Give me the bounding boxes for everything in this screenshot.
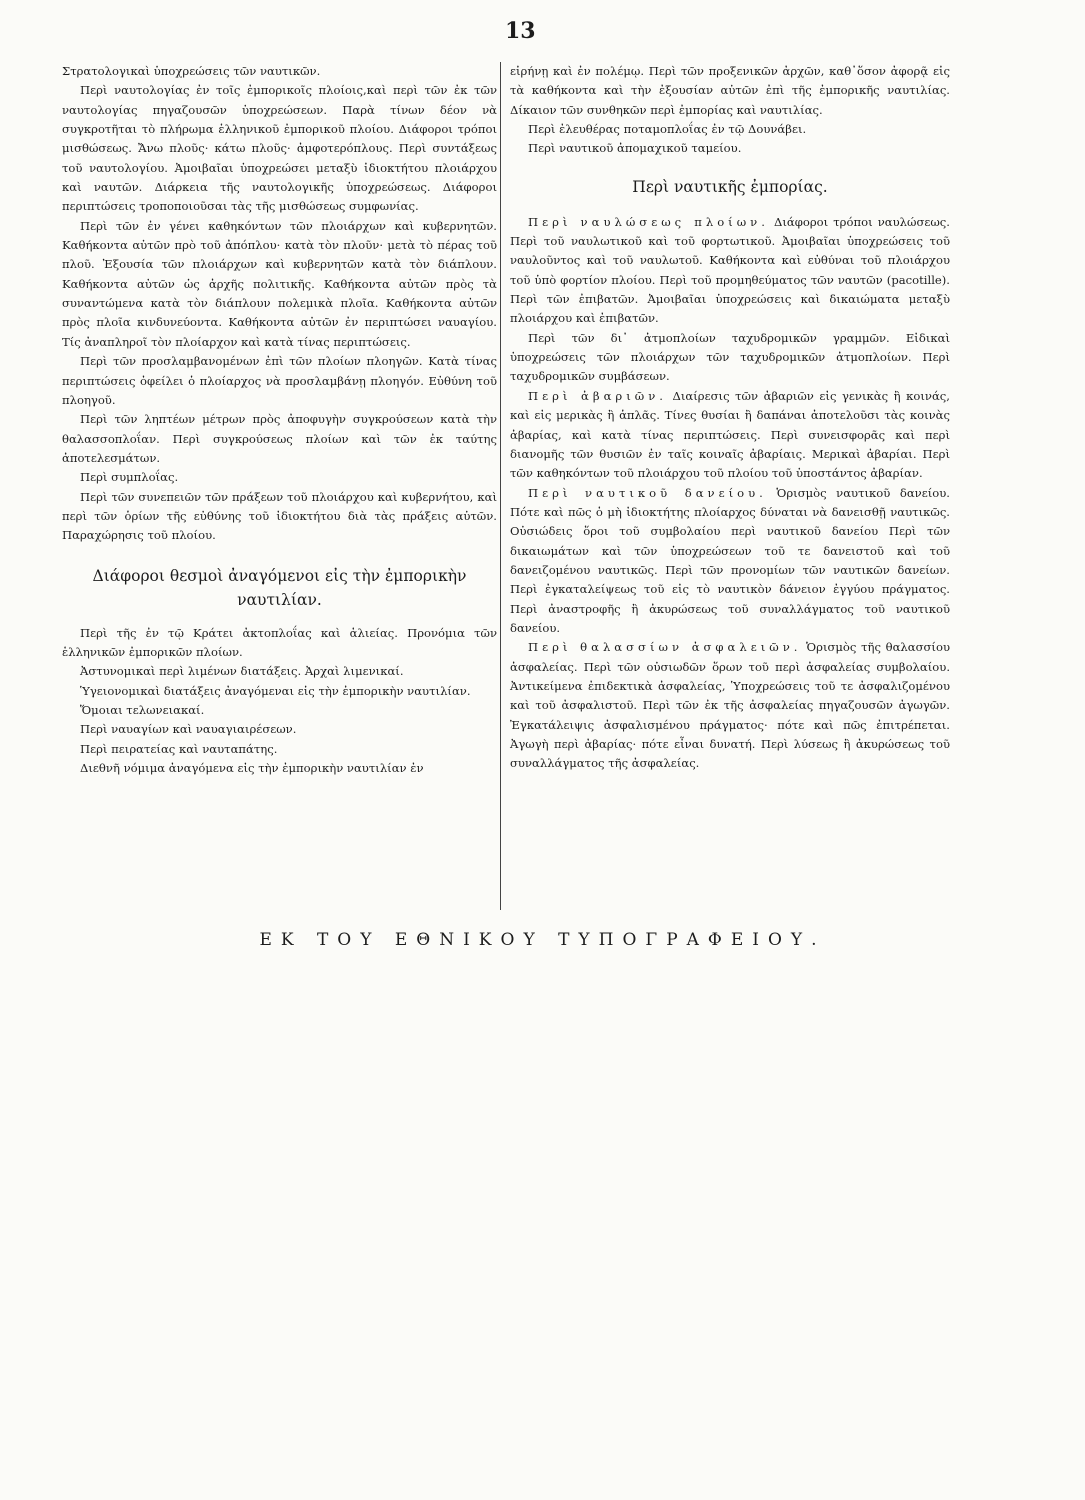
paragraph: Περὶ τῆς ἐν τῷ Κράτει ἀκτοπλοΐας καὶ ἁλιείας. Προνόμια τῶν ἑλληνικῶν ἐμπορικῶν πλοίων. (62, 625, 497, 659)
paragraph: Περὶ ναυτολογίας ἐν τοῖς ἐμπορικοῖς πλοίοις,καὶ περὶ τῶν ἐκ τῶν ναυτολογίας πηγαζουσῶν ὑποχρεώσεων. Παρὰ τίνων δέον νὰ συγκροτῆται τὸ πλήρωμα ἑλληνικοῦ ἐμπορικοῦ πλοίου. Διάφοροι τρόποι μισθώσεως. Ἄνω πλοῦς· κάτω πλοῦς· ἀμφοτερόπλους. Περὶ συντάξεως τοῦ ναυτολογίου. Ἀμοιβαῖαι ὑποχρεώσει μεταξὺ ἰδιοκτήτου πλοιάρχου καὶ ναυτῶν. Διάρκεια τῆς ναυτολογικῆς ὑποχρεώσεως. Διάφοροι περιπτώσεις τροποποιοῦσαι τὰς τῆς μισθώσεως συμφωνίας. (62, 83, 497, 214)
paragraph: Περὶ συμπλοΐας. (80, 470, 179, 485)
section-text: Διάφοροι τρόποι ναυλώσεως. Περὶ τοῦ ναυλωτικοῦ καὶ τοῦ φορτωτικοῦ. Ἀμοιβαῖαι ὑποχρεώσεις τοῦ ναυλοῦντος καὶ τοῦ ναυλωτοῦ. Καθήκοντα καὶ εὐθύναι τοῦ πλοιάρχου τοῦ ὑπὸ φορτίον πλοίου. Περὶ τοῦ προμηθεύματος τῶν ναυτῶν (pacotille). Περὶ τῶν ἐπιβατῶν. Ἀμοιβαῖαι ὑποχρεώσεις καὶ δικαιώματα μεταξὺ πλοιάρχου καὶ ἐπιβατῶν. (510, 214, 950, 326)
paragraph: Ὑγειονομικαὶ διατάξεις ἀναγόμεναι εἰς τὴν ἐμπορικὴν ναυτιλίαν. (80, 683, 471, 698)
paragraph: Περὶ ναυτικοῦ ἀπομαχικοῦ ταμείου. (528, 141, 742, 156)
section-heading: Διάφοροι θεσμοὶ ἀναγόμενοι εἰς τὴν ἐμπορικὴν ναυτιλίαν. (92, 566, 467, 609)
paragraph: Περὶ τῶν συνεπειῶν τῶν πράξεων τοῦ πλοιάρχου καὶ κυβερνήτου, καὶ περὶ τῶν ὁρίων τῆς εὐθύνης τοῦ ἰδιοκτήτου διὰ τὰς πράξεις αὐτῶν. Παραχώρησις τοῦ πλοίου. (62, 489, 497, 543)
paragraph (510, 329, 950, 387)
paragraph (510, 638, 950, 773)
section-text: Περὶ τῶν δι᾿ ἀτμοπλοίων ταχυδρομικῶν γραμμῶν. Εἰδικαὶ ὑποχρεώσεις τῶν πλοιάρχων τῶν ταχυδρομικῶν ἀτμοπλοίων. Περὶ ταχυδρομικῶν συμβάσεων. (510, 330, 950, 384)
printer-imprint: ΕΚ ΤΟΥ ΕΘΝΙΚΟΥ ΤΥΠΟΓΡΑΦΕΙΟΥ. (259, 930, 826, 950)
section-heading: Περὶ ναυτικῆς ἐμπορίας. (632, 177, 828, 196)
paragraph: Περὶ τῶν προσλαμβανομένων ἐπὶ τῶν πλοίων πλοηγῶν. Κατὰ τίνας περιπτώσεις ὀφείλει ὁ πλοίαρχος νὰ προσλαμβάνῃ πλοηγόν. Εὐθύνη τοῦ πλοηγοῦ. (62, 354, 497, 407)
paragraph: Στρατολογικαὶ ὑποχρεώσεις τῶν ναυτικῶν. (62, 64, 321, 78)
paragraph: Περὶ τῶν ἐν γένει καθηκόντων τῶν πλοιάρχων καὶ κυβερνητῶν. Καθήκοντα αὐτῶν πρὸ τοῦ ἀπόπλου· κατὰ τὸν πλοῦν· μετὰ τὸ πέρας τοῦ πλοῦ. Ἐξουσία τῶν πλοιάρχων καὶ κυβερνητῶν κατὰ τὸν διάπλουν. Καθήκοντα αὐτῶν ὡς ἀρχῆς πολιτικῆς. Καθήκοντα αὐτῶν πρὸς τὰ συναντώμενα κατὰ τὸν διάπλουν πολεμικὰ πλοῖα. Καθήκοντα αὐτῶν πρὸς πλοῖα κινδυνεύοντα. Καθήκοντα αὐτῶν ἐν περιπτώσει ναυαγίου. Τίς ἀναπληροῖ τὸν πλοίαρχον καὶ κατὰ τίνας περιπτώσεις. (62, 218, 497, 349)
paragraph: Περὶ ναυαγίων καὶ ναυαγιαιρέσεων. (80, 722, 297, 737)
paragraph: εἰρήνῃ καὶ ἐν πολέμῳ. Περὶ τῶν προξενικῶν ἀρχῶν, καθ᾿ὅσον ἀφορᾷ εἰς τὰ καθήκοντα καὶ τὴν ἐξουσίαν αὐτῶν ἐπὶ τῆς ἐμπορικῆς ναυτιλίας. Δίκαιον τῶν συνθηκῶν περὶ ἐμπορίας καὶ ναυτιλίας. (510, 64, 950, 117)
paragraph (510, 213, 950, 329)
section-lead: Περὶ ναυτικοῦ δανείου. (528, 485, 767, 500)
paragraph (510, 387, 950, 484)
page-number: 13 (505, 18, 536, 44)
paragraph: Ὅμοιαι τελωνειακαί. (80, 702, 205, 717)
section-lead: Περὶ ναυλώσεως πλοίων. (528, 214, 769, 229)
section-text: Διαίρεσις τῶν ἀβαριῶν εἰς γενικὰς ἢ κοινάς, καὶ εἰς μερικὰς ἢ ἁπλᾶς. Τίνες θυσίαι ἢ δαπάναι ἀποτελοῦσι τὰς κοινὰς ἀβαρίας, καὶ κατὰ τίνας περιπτώσεις. Περὶ συνεισφορᾶς καὶ περὶ διανομῆς τῶν θυσιῶν ἐν ταῖς κοιναῖς ἀβαρίαις. Μερικαὶ ἀβαρίαι. Περὶ τῶν καθηκόντων τοῦ πλοιάρχου τοῦ πλοίου τοῦ ὑποστάντος ἀβαρίαν. (510, 388, 950, 481)
paragraph (510, 484, 950, 639)
section-text: Ὁρισμὸς τῆς θαλασσίου ἀσφαλείας. Περὶ τῶν οὐσιωδῶν ὅρων τοῦ περὶ ἀσφαλείας συμβολαίου. Ἀντικείμενα ἐπιδεκτικὰ ἀσφαλείας, Ὑποχρεώσεις τοῦ τε ἀσφαλιζομένου καὶ τοῦ ἀσφαλιστοῦ. Περὶ τῶν ἐκ τῆς ἀσφαλείας πηγαζουσῶν ἀγωγῶν. Ἐγκατάλειψις ἀσφαλισμένου πράγματος· πότε καὶ πῶς ἐπιτρέπεται. Ἀγωγὴ περὶ ἀβαρίας· πότε εἶναι δυνατή. Περὶ λύσεως ἢ ἀκυρώσεως τοῦ συναλλάγματος τῆς ἀσφαλείας. (510, 640, 951, 771)
section-lead: Περὶ θαλασσίων ἀσφαλειῶν. (528, 640, 802, 655)
paragraph: Διεθνῆ νόμιμα ἀναγόμενα εἰς τὴν ἐμπορικὴν ναυτιλίαν ἐν (80, 761, 424, 775)
column-divider (500, 62, 501, 910)
paragraph: Ἀστυνομικαὶ περὶ λιμένων διατάξεις. Ἀρχαὶ λιμενικαί. (80, 664, 404, 679)
right-column (510, 62, 950, 774)
section-text: Ὁρισμὸς ναυτικοῦ δανείου. Πότε καὶ πῶς ὁ μὴ ἰδιοκτήτης πλοίαρχος δύναται νὰ δανεισθῇ ναυτικῶς. Οὐσιώδεις ὅροι τοῦ συμβολαίου περὶ ναυτικοῦ δανείου Περὶ τῶν δικαιωμάτων καὶ τῶν ὑποχρεώσεων τοῦ τε δανειστοῦ καὶ τοῦ δανειζομένου ναυτικῶς. Περὶ τῶν προνομίων τῶν ναυτικῶν δανείων. Περὶ ἐγκαταλείψεως τοῦ εἰς τὸ ναυτικὸν δάνειον ἐγγύου πράγματος. Περὶ ἀναστροφῆς ἢ ἀκυρώσεως τοῦ συναλλάγματος τοῦ ναυτικοῦ δανείου. (510, 485, 950, 635)
paragraph: Περὶ ἐλευθέρας ποταμοπλοΐας ἐν τῷ Δουνάβει. (528, 122, 807, 137)
left-column (62, 62, 497, 778)
paragraph: Περὶ τῶν ληπτέων μέτρων πρὸς ἀποφυγὴν συγκρούσεων κατὰ τὴν θαλασσοπλοΐαν. Περὶ συγκρούσεως πλοίων καὶ τῶν ἐκ ταύτης ἀποτελεσμάτων. (62, 412, 497, 465)
paragraph: Περὶ πειρατείας καὶ ναυταπάτης. (80, 741, 278, 756)
section-lead: Περὶ ἀβαριῶν. (528, 388, 667, 403)
